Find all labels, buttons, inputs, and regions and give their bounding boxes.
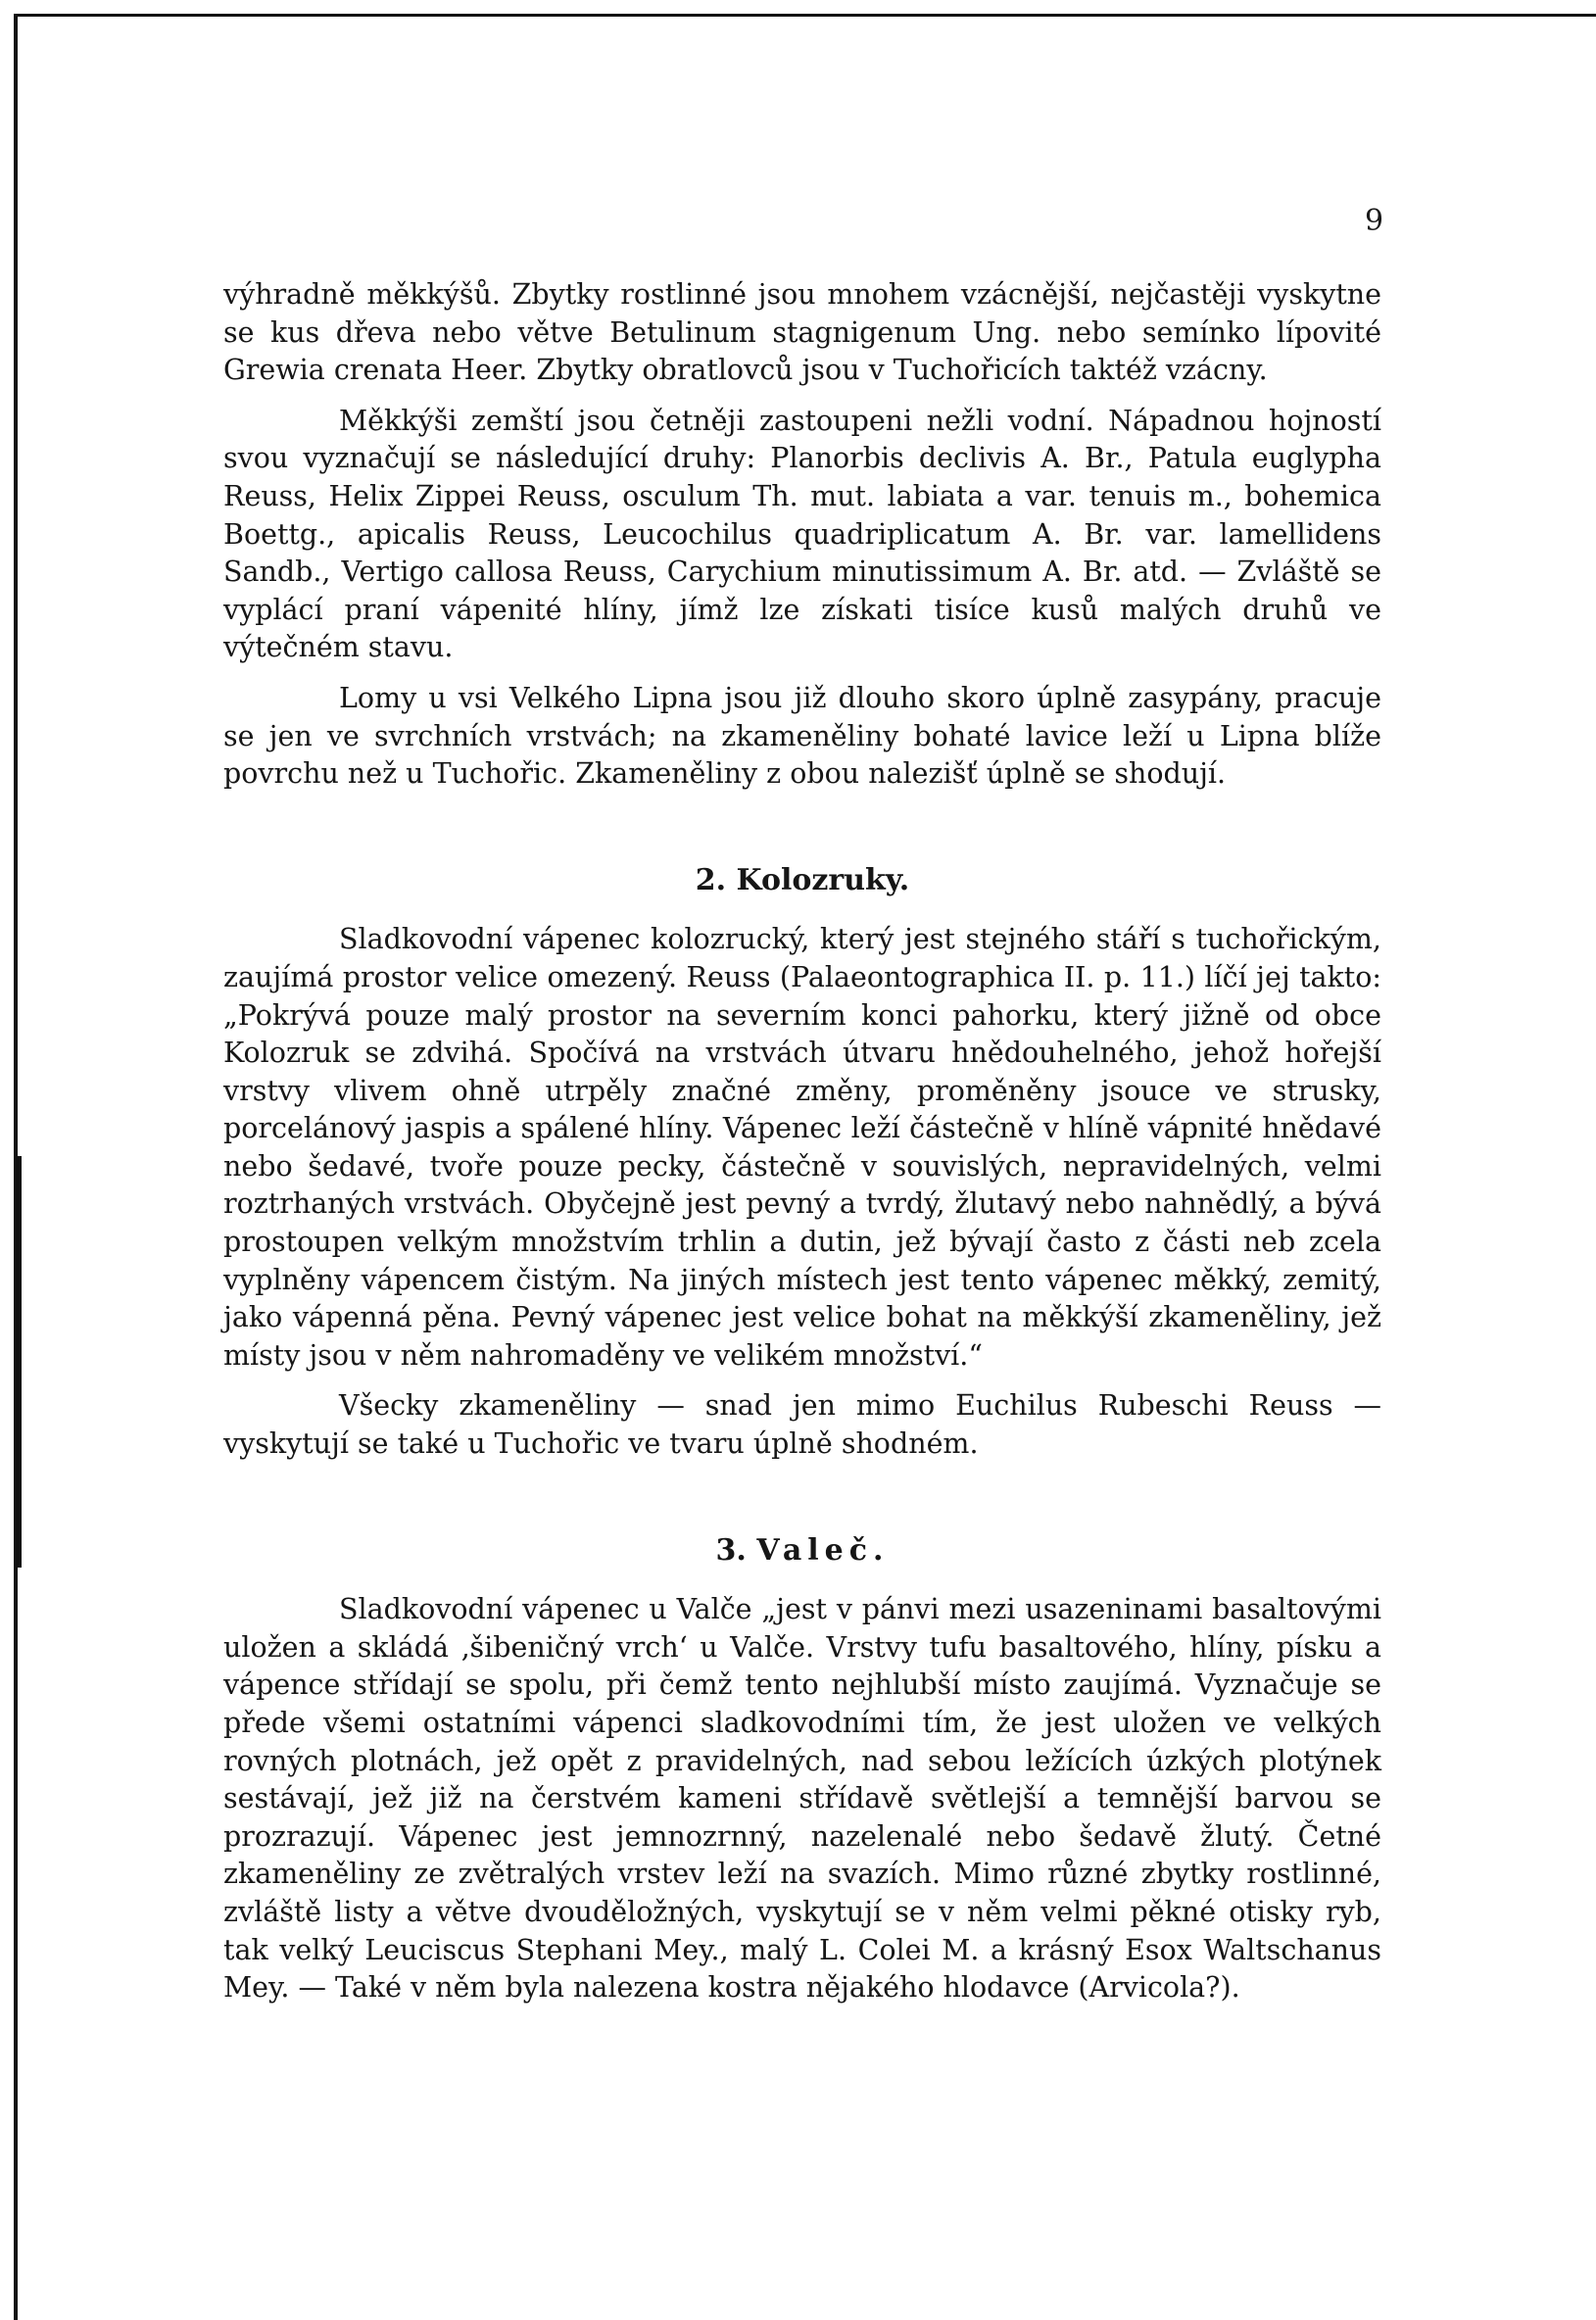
paragraph: Všecky zkameněliny — snad jen mimo Euchilus Rubeschi Reuss — vyskytují se také u Tuchořic ve tvaru úplně shodném.: [223, 1389, 1381, 1461]
binding-mark: [14, 1156, 22, 1568]
paragraph: Sladkovodní vápenec u Valče „jest v pánvi mezi usazeninami basaltovými uložen a skládá ‚šibeničný vrch‘ u Valče. Vrstvy tufu basaltového, hlíny, písku a vápence střídají se spolu, při čemž tento nejhlubší místo zaujímá. Vyznačuje se přede všemi ostatními vápenci sladkovodními tím, že jest uložen ve velkých rovných plotnách, jež opět z pravidelných, nad sebou ležících úzkých plotýnek sestávají, jež již na čerstvém kameni střídavě světlejší a temnější barvou se prozrazují. Vápenec jest jemnozrnný, nazelenalé nebo šedavě žlutý. Četné zkameněliny ze zvětralých vrstev leží na svazích. Mimo různé zbytky rostlinné, zvláště listy a větve dvouděložných, vyskytují se v něm velmi pěkné otisky ryb, tak velký Leuciscus Stephani Mey., malý L. Colei M. a krásný Esox Waltschanus Mey. — Také v něm byla nalezena kostra nějakého hlodavce (Arvicola?).: [223, 1593, 1381, 2005]
paragraph: výhradně měkkýšů. Zbytky rostlinné jsou mnohem vzácnější, nejčastěji vyskytne se kus dřeva nebo větve Betulinum stagnigenum Ung. nebo semínko lípovité Grewia crenata Heer. Zbytky obratlovců jsou v Tuchořicích taktéž vzácny.: [223, 278, 1381, 387]
section-title: Kolozruky.: [736, 862, 910, 897]
section-number: 2.: [695, 862, 727, 897]
section-number: 3.: [715, 1532, 747, 1568]
section-title: Valeč.: [756, 1532, 890, 1568]
paragraph: Sladkovodní vápenec kolozrucký, který jest stejného stáří s tuchořickým, zaujímá prostor velice omezený. Reuss (Palaeontographica II. p. 11.) líčí jej takto: „Pokrývá pouze malý prostor na severním konci pahorku, který jižně od obce Kolozruk se zdvihá. Spočívá na vrstvách útvaru hnědouhelného, jehož hořejší vrstvy vlivem ohně utrpěly značné změny, proměněny jsouce ve strusky, porcelánový jaspis a spálené hlíny. Vápenec leží částečně v hlíně vápnité hnědavé nebo šedavé, tvoře pouze pecky, částečně v souvislých, nepravidelných, velmi roztrhaných vrstvách. Obyčejně jest pevný a tvrdý, žlutavý nebo nahnědlý, a bývá prostoupen velkým množstvím trhlin a dutin, jež bývají často z části neb zcela vyplněny vápencem čistým. Na jiných místech jest tento vápenec měkký, zemitý, jako vápenná pěna. Pevný vápenec jest velice bohat na měkkýší zkameněliny, jež místy jsou v něm nahromaděny ve velikém množství.“: [223, 923, 1381, 1372]
section-heading-valec: [223, 1532, 1381, 1571]
page-number: 9: [1365, 204, 1384, 238]
paragraph: Měkkýši zemští jsou četněji zastoupeni nežli vodní. Nápadnou hojností svou vyznačují se následující druhy: Planorbis declivis A. Br., Patula euglypha Reuss, Helix Zippei Reuss, osculum Th. mut. labiata a var. tenuis m., bohemica Boettg., apicalis Reuss, Leucochilus quadriplicatum A. Br. var. lamellidens Sandb., Vertigo callosa Reuss, Carychium minutissimum A. Br. atd. — Zvláště se vyplácí praní vápenité hlíny, jímž lze získati tisíce kusů malých druhů ve výtečném stavu.: [223, 404, 1381, 664]
paragraph: Lomy u vsi Velkého Lipna jsou již dlouho skoro úplně zasypány, pracuje se jen ve svrchních vrstvách; na zkameněliny bohaté lavice leží u Lipna blíže povrchu než u Tuchořic. Zkameněliny z obou nalezišť úplně se shodují.: [223, 681, 1381, 791]
section-heading-kolozruky: [223, 862, 1381, 900]
page-body: [223, 276, 1381, 2020]
